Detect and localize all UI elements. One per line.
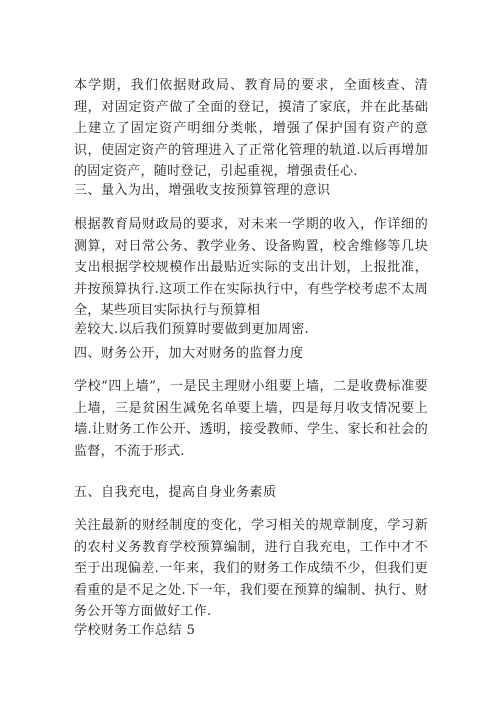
document-title-footer: 学校财务工作总结 5 xyxy=(74,623,196,638)
paragraph-budget-continued: 差较大.以后我们预算时要做到更加周密. xyxy=(74,322,309,337)
section-heading-self-improvement: 五、自我充电，提高自身业务素质 xyxy=(74,485,277,500)
section-heading-budget: 三、量入为出，增强收支按预算管理的意识 xyxy=(74,183,331,198)
paragraph-budget: 根据教育局财政局的要求，对未来一学期的收入，作详细的测算，对日常公务、教学业务、设备购置，校舍维修等几块支出根据学校规模作出最贴近实际的支出计划，上报批准，并按预算执行.这项工作在实际执行中，有些学校考虑不太周全，某些项目实际执行与预算相 xyxy=(74,217,428,319)
section-heading-disclosure: 四、财务公开，加大对财务的监督力度 xyxy=(74,346,304,361)
paragraph-fixed-assets: 本学期，我们依据财政局、教育局的要求，全面核查、清理，对固定资产做了全面的登记，摸清了家底，并在此基础上建立了固定资产明细分类帐，增强了保护国有资产的意识，使固定资产的管理进入了正常化管理的轨道.以后再增加的固定资产，随时登记，引起重视，增强责任心. xyxy=(74,78,428,180)
paragraph-self-improvement: 关注最新的财经制度的变化，学习相关的规章制度，学习新的农村义务教育学校预算编制，进行自我充电，工作中才不至于出现偏差.一年来，我们的财务工作成绩不少，但我们更看重的是不足之处.下一年，我们要在预算的编制、执行、财务公开等方面做好工作. xyxy=(74,518,428,620)
paragraph-disclosure: 学校“四上墙”，一是民主理财小组要上墙，二是收费标准要上墙，三是贫困生减免名单要上墙，四是每月收支情况要上墙.让财务工作公开、透明，接受教师、学生、家长和社会的监督，不流于形式. xyxy=(74,379,428,459)
